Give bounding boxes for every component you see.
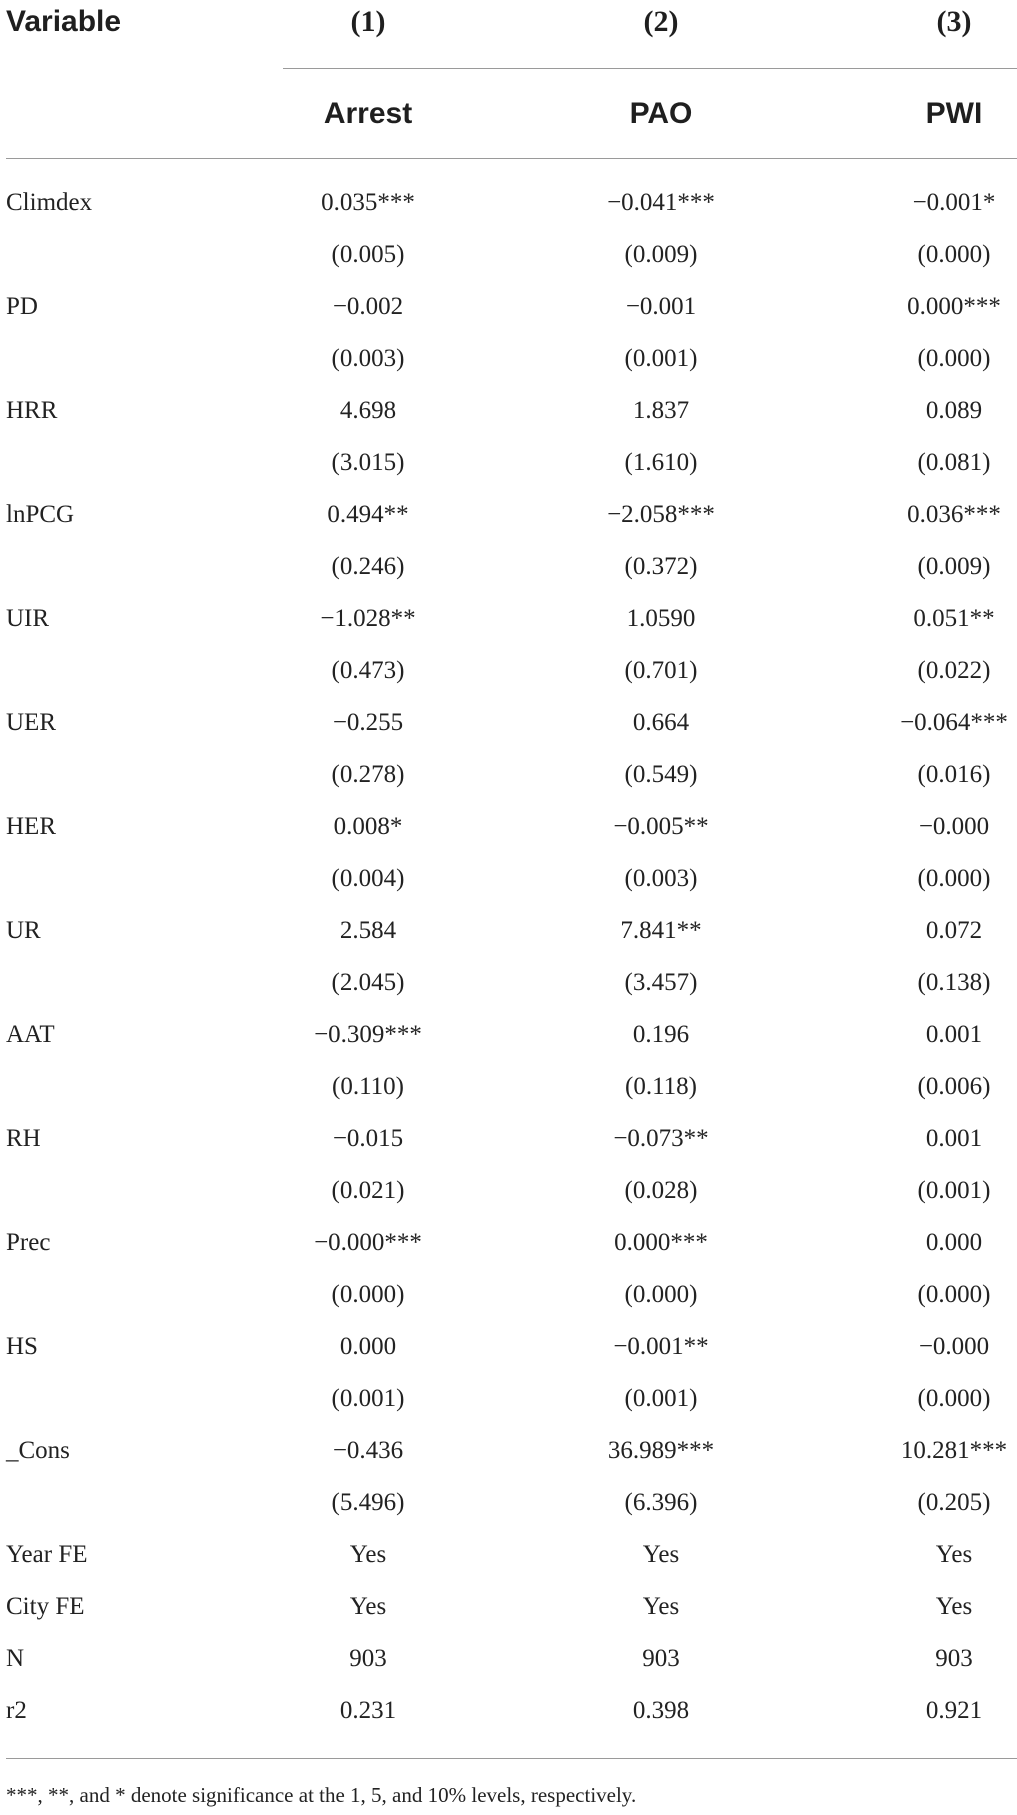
- cell-pwi: (0.000): [917, 345, 991, 372]
- cell-arrest: (0.003): [331, 345, 405, 372]
- row-label: Climdex: [6, 189, 93, 216]
- cell-pwi: (0.009): [917, 553, 991, 580]
- variable-header: Variable: [6, 5, 122, 38]
- cell-pao: (0.009): [624, 241, 698, 268]
- cell-pwi: 0.921: [925, 1697, 983, 1724]
- table-row: [0, 697, 1017, 749]
- cell-pao: −0.001: [625, 293, 697, 320]
- cell-pwi: (0.000): [917, 865, 991, 892]
- row-label: RH: [6, 1125, 41, 1152]
- cell-pwi: Yes: [935, 1593, 973, 1620]
- cell-arrest: 903: [349, 1645, 387, 1672]
- cell-pao: (0.549): [624, 761, 698, 788]
- cell-arrest: 0.494**: [327, 501, 409, 528]
- cell-pao: 1.837: [632, 397, 690, 424]
- table-row: [0, 905, 1017, 957]
- cell-arrest: −0.255: [332, 709, 404, 736]
- column-name-arrest: Arrest: [323, 97, 413, 130]
- cell-pwi: (0.000): [917, 1281, 991, 1308]
- cell-pwi: (0.006): [917, 1073, 991, 1100]
- row-label: HER: [6, 813, 56, 840]
- cell-pwi: 0.089: [925, 397, 983, 424]
- table-row: [0, 489, 1017, 541]
- cell-arrest: (5.496): [331, 1489, 405, 1516]
- cell-pao: 7.841**: [620, 917, 702, 944]
- cell-pao: (0.000): [624, 1281, 698, 1308]
- cell-arrest: Yes: [349, 1541, 387, 1568]
- cell-pwi: −0.001*: [912, 189, 996, 216]
- cell-pao: −0.041***: [607, 189, 715, 216]
- cell-pao: (0.118): [625, 1073, 697, 1100]
- cell-pwi: 0.001: [925, 1125, 983, 1152]
- table-row: [0, 645, 1017, 697]
- cell-pao: (1.610): [624, 449, 698, 476]
- table-row: [0, 541, 1017, 593]
- cell-pao: (3.457): [624, 969, 698, 996]
- cell-arrest: 2.584: [339, 917, 397, 944]
- table-row: [0, 333, 1017, 385]
- cell-pwi: 0.001: [925, 1021, 983, 1048]
- cell-pao: (0.001): [624, 345, 698, 372]
- cell-arrest: −0.015: [332, 1125, 404, 1152]
- cell-pwi: 0.072: [925, 917, 983, 944]
- table-row: [0, 1685, 1017, 1737]
- cell-pao: −0.001**: [613, 1333, 709, 1360]
- row-label: _Cons: [6, 1437, 70, 1464]
- row-label: PD: [6, 293, 38, 320]
- table-row: [0, 1477, 1017, 1529]
- cell-pwi: Yes: [935, 1541, 973, 1568]
- cell-pao: Yes: [642, 1593, 680, 1620]
- header-bottom-rule: [6, 158, 1017, 159]
- table-row: [0, 1581, 1017, 1633]
- row-label: AAT: [6, 1021, 55, 1048]
- cell-arrest: −0.000***: [314, 1229, 422, 1256]
- cell-pwi: 0.051**: [913, 605, 995, 632]
- cell-pao: 1.0590: [626, 605, 696, 632]
- table-row: [0, 1009, 1017, 1061]
- row-label: r2: [6, 1697, 27, 1724]
- cell-pwi: 0.000: [925, 1229, 983, 1256]
- cell-arrest: (0.021): [331, 1177, 405, 1204]
- cell-pao: (0.003): [624, 865, 698, 892]
- table-row: [0, 1217, 1017, 1269]
- cell-pao: Yes: [642, 1541, 680, 1568]
- row-label: UR: [6, 917, 41, 944]
- row-label: UER: [6, 709, 56, 736]
- cell-arrest: Yes: [349, 1593, 387, 1620]
- cell-arrest: 0.000: [339, 1333, 397, 1360]
- table-row: [0, 1529, 1017, 1581]
- cell-arrest: 0.008*: [333, 813, 403, 840]
- cell-pwi: (0.016): [917, 761, 991, 788]
- table-row: [0, 229, 1017, 281]
- column-number-1: (1): [350, 5, 386, 38]
- cell-arrest: (0.110): [332, 1073, 404, 1100]
- cell-pwi: (0.081): [917, 449, 991, 476]
- cell-pao: 0.664: [632, 709, 690, 736]
- cell-pao: 0.398: [632, 1697, 690, 1724]
- cell-arrest: (0.278): [331, 761, 405, 788]
- row-label: HRR: [6, 397, 58, 424]
- cell-pwi: (0.000): [917, 1385, 991, 1412]
- row-label: Prec: [6, 1229, 51, 1256]
- table-row: [0, 1321, 1017, 1373]
- table-row: [0, 1633, 1017, 1685]
- row-label: Year FE: [6, 1541, 88, 1568]
- cell-pao: 903: [642, 1645, 680, 1672]
- row-label: City FE: [6, 1593, 85, 1620]
- cell-arrest: 0.035***: [321, 189, 415, 216]
- table-bottom-rule: [6, 1758, 1017, 1759]
- cell-pwi: 0.036***: [907, 501, 1001, 528]
- cell-pwi: −0.000: [918, 813, 990, 840]
- cell-arrest: 4.698: [339, 397, 397, 424]
- table-row: [0, 1373, 1017, 1425]
- cell-arrest: (0.001): [331, 1385, 405, 1412]
- table-row: [0, 957, 1017, 1009]
- cell-pao: 0.196: [632, 1021, 690, 1048]
- header-subrule: [283, 68, 1017, 69]
- cell-pao: −2.058***: [607, 501, 715, 528]
- table-row: [0, 1269, 1017, 1321]
- cell-pao: −0.073**: [613, 1125, 709, 1152]
- table-row: [0, 1425, 1017, 1477]
- table-row: [0, 1061, 1017, 1113]
- column-number-3: (3): [936, 5, 972, 38]
- table-row: [0, 437, 1017, 489]
- cell-pwi: (0.022): [917, 657, 991, 684]
- cell-arrest: (0.473): [331, 657, 405, 684]
- cell-arrest: −1.028**: [320, 605, 416, 632]
- cell-pwi: (0.138): [917, 969, 991, 996]
- table-row: [0, 801, 1017, 853]
- cell-arrest: (0.246): [331, 553, 405, 580]
- cell-pao: −0.005**: [613, 813, 709, 840]
- cell-pao: (0.701): [624, 657, 698, 684]
- cell-pwi: (0.001): [917, 1177, 991, 1204]
- table-row: [0, 1113, 1017, 1165]
- cell-arrest: −0.309***: [314, 1021, 422, 1048]
- cell-arrest: (0.005): [331, 241, 405, 268]
- cell-pwi: −0.064***: [900, 709, 1008, 736]
- significance-footnote: ***, **, and * denote significance at the 1, 5, and 10% levels, respectively.: [6, 1783, 637, 1807]
- table-row: [0, 853, 1017, 905]
- header-name-row: [0, 92, 1017, 136]
- row-label: N: [6, 1645, 25, 1672]
- cell-pao: (0.028): [624, 1177, 698, 1204]
- column-name-pao: PAO: [629, 97, 693, 130]
- table-row: [0, 1165, 1017, 1217]
- cell-arrest: (0.000): [331, 1281, 405, 1308]
- column-number-2: (2): [643, 5, 679, 38]
- cell-arrest: (2.045): [331, 969, 405, 996]
- cell-pao: 0.000***: [614, 1229, 708, 1256]
- table-row: [0, 385, 1017, 437]
- row-label: lnPCG: [6, 501, 75, 528]
- table-row: [0, 281, 1017, 333]
- cell-pwi: 903: [935, 1645, 973, 1672]
- cell-pwi: 0.000***: [907, 293, 1001, 320]
- cell-pwi: (0.205): [917, 1489, 991, 1516]
- cell-pwi: (0.000): [917, 241, 991, 268]
- cell-arrest: (0.004): [331, 865, 405, 892]
- cell-pao: (0.001): [624, 1385, 698, 1412]
- table-row: [0, 593, 1017, 645]
- cell-arrest: −0.436: [332, 1437, 404, 1464]
- cell-pwi: −0.000: [918, 1333, 990, 1360]
- row-label: HS: [6, 1333, 38, 1360]
- column-name-pwi: PWI: [925, 97, 983, 130]
- row-label: UIR: [6, 605, 50, 632]
- cell-pwi: 10.281***: [900, 1437, 1008, 1464]
- cell-arrest: 0.231: [339, 1697, 397, 1724]
- cell-pao: 36.989***: [607, 1437, 715, 1464]
- cell-pao: (6.396): [624, 1489, 698, 1516]
- table-row: [0, 749, 1017, 801]
- cell-arrest: (3.015): [331, 449, 405, 476]
- cell-pao: (0.372): [624, 553, 698, 580]
- cell-arrest: −0.002: [332, 293, 404, 320]
- header-number-row: [0, 0, 1017, 44]
- table-row: [0, 177, 1017, 229]
